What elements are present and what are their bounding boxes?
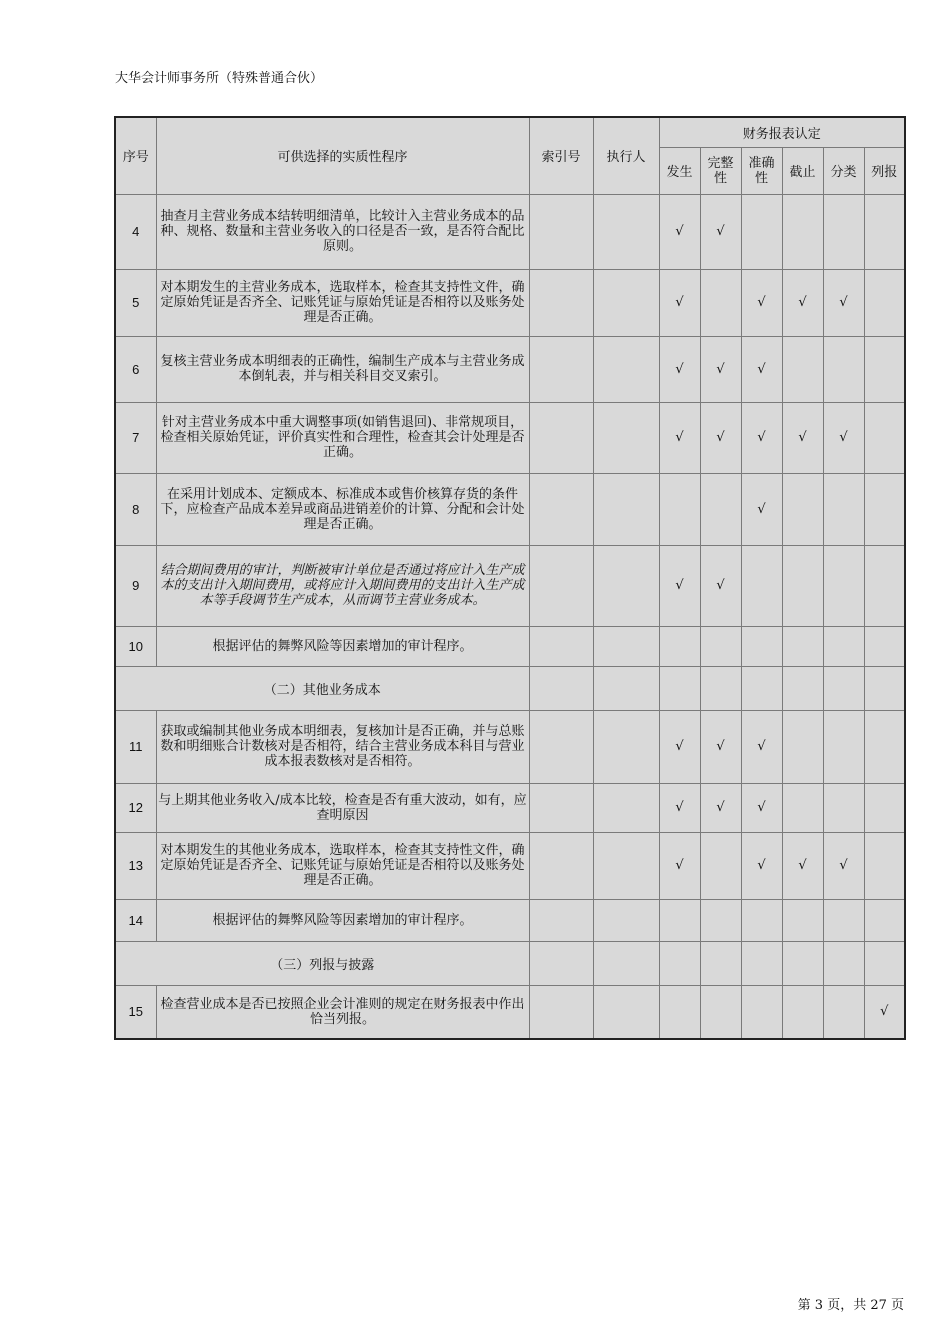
executor-cell — [593, 336, 659, 402]
assertion-check-3: √ — [741, 832, 782, 899]
assertion-check-1: √ — [659, 336, 700, 402]
assertion-check-2 — [700, 985, 741, 1039]
empty-cell — [864, 666, 905, 710]
assertion-check-4 — [782, 545, 823, 626]
header-assertion: 截止 — [782, 147, 823, 194]
assertion-check-3: √ — [741, 783, 782, 832]
procedure-text: 根据评估的舞弊风险等因素增加的审计程序。 — [156, 626, 529, 666]
procedure-text: 对本期发生的其他业务成本，选取样本，检查其支持性文件，确定原始凭证是否齐全、记账凭证与原始凭证是否相符以及账务处理是否正确。 — [156, 832, 529, 899]
row-number: 5 — [115, 269, 156, 336]
executor-cell — [593, 783, 659, 832]
assertion-check-1: √ — [659, 710, 700, 783]
assertion-check-1 — [659, 899, 700, 941]
procedure-text: 抽查月主营业务成本结转明细清单，比较计入主营业务成本的品种、规格、数量和主营业务收入的口径是否一致，是否符合配比原则。 — [156, 194, 529, 269]
empty-cell — [782, 941, 823, 985]
assertion-check-1 — [659, 985, 700, 1039]
assertion-check-3 — [741, 899, 782, 941]
assertion-check-5 — [823, 336, 864, 402]
assertion-check-4: √ — [782, 269, 823, 336]
header-index: 索引号 — [529, 117, 593, 194]
index-cell — [529, 473, 593, 545]
procedure-text: 根据评估的舞弊风险等因素增加的审计程序。 — [156, 899, 529, 941]
assertion-check-6 — [864, 269, 905, 336]
substantive-procedures-table — [114, 116, 906, 1040]
procedure-text: 复核主营业务成本明细表的正确性，编制生产成本与主营业务成本倒轧表，并与相关科目交叉索引。 — [156, 336, 529, 402]
assertion-check-2: √ — [700, 545, 741, 626]
assertion-check-1: √ — [659, 832, 700, 899]
assertion-check-6: √ — [864, 985, 905, 1039]
assertion-check-6 — [864, 545, 905, 626]
assertion-check-5: √ — [823, 269, 864, 336]
assertion-check-4 — [782, 899, 823, 941]
executor-cell — [593, 545, 659, 626]
row-number: 11 — [115, 710, 156, 783]
index-cell — [529, 783, 593, 832]
row-number: 15 — [115, 985, 156, 1039]
table-row — [115, 626, 905, 666]
procedure-text: 与上期其他业务收入/成本比较，检查是否有重大波动，如有，应查明原因 — [156, 783, 529, 832]
assertion-check-2: √ — [700, 336, 741, 402]
table-row — [115, 783, 905, 832]
assertion-check-1 — [659, 473, 700, 545]
empty-cell — [593, 666, 659, 710]
header-assertion: 列报 — [864, 147, 905, 194]
empty-cell — [782, 666, 823, 710]
table-row — [115, 336, 905, 402]
procedure-text: 针对主营业务成本中重大调整事项(如销售退回)、非常规项目，检查相关原始凭证，评价真实性和合理性，检查其会计处理是否正确。 — [156, 402, 529, 473]
index-cell — [529, 545, 593, 626]
section-row — [115, 666, 905, 710]
index-cell — [529, 269, 593, 336]
assertion-check-1: √ — [659, 269, 700, 336]
assertion-check-1: √ — [659, 783, 700, 832]
empty-cell — [823, 666, 864, 710]
assertion-check-3 — [741, 194, 782, 269]
header-assertions: 财务报表认定 — [659, 117, 905, 147]
table-row — [115, 545, 905, 626]
assertion-check-6 — [864, 473, 905, 545]
procedure-text: 在采用计划成本、定额成本、标准成本或售价核算存货的条件下，应检查产品成本差异或商品进销差价的计算、分配和会计处理是否正确。 — [156, 473, 529, 545]
row-number: 14 — [115, 899, 156, 941]
assertion-check-5 — [823, 545, 864, 626]
assertion-check-5 — [823, 710, 864, 783]
header-assertion: 发生 — [659, 147, 700, 194]
assertion-check-4 — [782, 626, 823, 666]
assertion-check-2 — [700, 473, 741, 545]
assertion-check-3 — [741, 545, 782, 626]
executor-cell — [593, 194, 659, 269]
row-number: 8 — [115, 473, 156, 545]
assertion-check-2 — [700, 626, 741, 666]
assertion-check-1: √ — [659, 402, 700, 473]
assertion-check-5: √ — [823, 402, 864, 473]
row-number: 9 — [115, 545, 156, 626]
assertion-check-6 — [864, 402, 905, 473]
table-row — [115, 832, 905, 899]
assertion-check-4 — [782, 473, 823, 545]
procedure-text: 检查营业成本是否已按照企业会计准则的规定在财务报表中作出恰当列报。 — [156, 985, 529, 1039]
table-row — [115, 710, 905, 783]
row-number: 4 — [115, 194, 156, 269]
assertion-check-5 — [823, 985, 864, 1039]
assertion-check-1: √ — [659, 194, 700, 269]
index-cell — [529, 710, 593, 783]
index-cell — [529, 402, 593, 473]
empty-cell — [700, 666, 741, 710]
executor-cell — [593, 402, 659, 473]
empty-cell — [700, 941, 741, 985]
executor-cell — [593, 626, 659, 666]
executor-cell — [593, 985, 659, 1039]
assertion-check-6 — [864, 194, 905, 269]
header-executor: 执行人 — [593, 117, 659, 194]
assertion-check-2: √ — [700, 194, 741, 269]
table-row — [115, 985, 905, 1039]
empty-cell — [659, 666, 700, 710]
executor-cell — [593, 473, 659, 545]
section-title: （二）其他业务成本 — [115, 666, 529, 710]
executor-cell — [593, 710, 659, 783]
assertion-check-3: √ — [741, 710, 782, 783]
assertion-check-6 — [864, 783, 905, 832]
executor-cell — [593, 269, 659, 336]
index-cell — [529, 626, 593, 666]
assertion-check-1: √ — [659, 545, 700, 626]
row-number: 13 — [115, 832, 156, 899]
index-cell — [529, 832, 593, 899]
assertion-check-4: √ — [782, 832, 823, 899]
assertion-check-2: √ — [700, 402, 741, 473]
row-number: 12 — [115, 783, 156, 832]
empty-cell — [823, 941, 864, 985]
assertion-check-4: √ — [782, 402, 823, 473]
assertion-check-6 — [864, 626, 905, 666]
empty-cell — [864, 941, 905, 985]
index-cell — [529, 194, 593, 269]
page-number: 第 3 页，共 27 页 — [797, 1298, 904, 1313]
section-row — [115, 941, 905, 985]
assertion-check-3 — [741, 626, 782, 666]
table-row — [115, 899, 905, 941]
assertion-check-5: √ — [823, 832, 864, 899]
assertion-check-3: √ — [741, 269, 782, 336]
executor-cell — [593, 899, 659, 941]
row-number: 6 — [115, 336, 156, 402]
empty-cell — [593, 941, 659, 985]
procedure-text: 结合期间费用的审计，判断被审计单位是否通过将应计入生产成本的支出计入期间费用，或将应计入期间费用的支出计入生产成本等手段调节生产成本，从而调节主营业务成本。 — [156, 545, 529, 626]
assertion-check-3 — [741, 985, 782, 1039]
assertion-check-6 — [864, 336, 905, 402]
assertion-check-2: √ — [700, 710, 741, 783]
assertion-check-6 — [864, 899, 905, 941]
row-number: 10 — [115, 626, 156, 666]
section-title: （三）列报与披露 — [115, 941, 529, 985]
assertion-check-3: √ — [741, 336, 782, 402]
table-row — [115, 194, 905, 269]
header-seq: 序号 — [115, 117, 156, 194]
table-row — [115, 473, 905, 545]
assertion-check-2: √ — [700, 783, 741, 832]
firm-name: 大华会计师事务所（特殊普通合伙） — [115, 71, 324, 86]
assertion-check-5 — [823, 783, 864, 832]
assertion-check-4 — [782, 710, 823, 783]
row-number: 7 — [115, 402, 156, 473]
assertion-check-5 — [823, 473, 864, 545]
assertion-check-5 — [823, 626, 864, 666]
assertion-check-3: √ — [741, 473, 782, 545]
assertion-check-2 — [700, 899, 741, 941]
assertion-check-2 — [700, 832, 741, 899]
assertion-check-5 — [823, 899, 864, 941]
assertion-check-1 — [659, 626, 700, 666]
empty-cell — [529, 941, 593, 985]
empty-cell — [741, 941, 782, 985]
assertion-check-4 — [782, 783, 823, 832]
assertion-check-4 — [782, 194, 823, 269]
procedure-text: 获取或编制其他业务成本明细表，复核加计是否正确，并与总账数和明细账合计数核对是否相符，结合主营业务成本科目与营业成本报表数核对是否相符。 — [156, 710, 529, 783]
header-assertion: 分类 — [823, 147, 864, 194]
assertion-check-4 — [782, 336, 823, 402]
empty-cell — [741, 666, 782, 710]
assertion-check-4 — [782, 985, 823, 1039]
empty-cell — [659, 941, 700, 985]
executor-cell — [593, 832, 659, 899]
header-assertion: 完整性 — [700, 147, 741, 194]
index-cell — [529, 899, 593, 941]
index-cell — [529, 985, 593, 1039]
assertion-check-3: √ — [741, 402, 782, 473]
assertion-check-2 — [700, 269, 741, 336]
header-assertion: 准确性 — [741, 147, 782, 194]
table-row — [115, 402, 905, 473]
index-cell — [529, 336, 593, 402]
table-row — [115, 269, 905, 336]
header-procedure: 可供选择的实质性程序 — [156, 117, 529, 194]
empty-cell — [529, 666, 593, 710]
assertion-check-6 — [864, 710, 905, 783]
procedure-text: 对本期发生的主营业务成本，选取样本，检查其支持性文件，确定原始凭证是否齐全、记账凭证与原始凭证是否相符以及账务处理是否正确。 — [156, 269, 529, 336]
assertion-check-6 — [864, 832, 905, 899]
assertion-check-5 — [823, 194, 864, 269]
